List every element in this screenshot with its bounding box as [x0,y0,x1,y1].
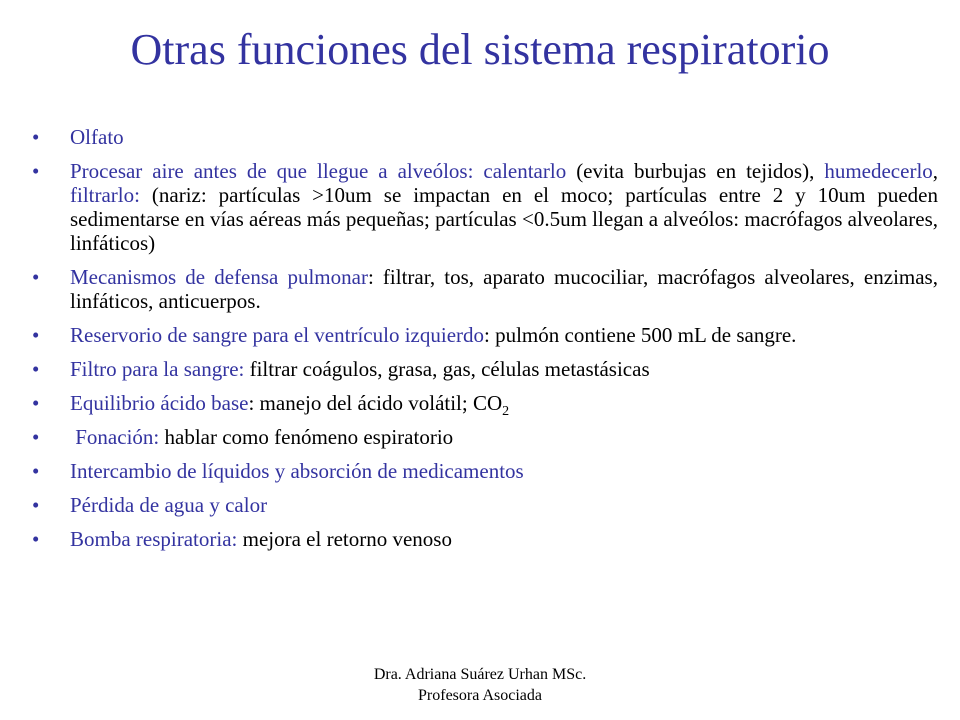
slide-footer [0,664,960,706]
bullet-dot-icon: • [32,459,40,483]
bullet-part [473,159,483,183]
bullet-rest: : manejo del ácido volátil; CO [248,391,503,415]
bullet-head: Filtro para la sangre: [70,357,245,381]
bullet-head: Reservorio de sangre para el ventrículo izquierdo [70,323,485,347]
bullet-rest: : pulmón contiene 500 mL de sangre. [484,323,797,347]
bullet-dot-icon: • [32,125,40,149]
bullet-olfato [32,125,938,149]
bullet-perdida-agua [32,493,938,517]
bullet-dot-icon: • [32,357,40,381]
slide-title: Otras funciones del sistema respiratorio [130,25,830,74]
bullet-reservorio-sangre [32,323,938,347]
bullet-mecanismos-defensa [32,265,938,313]
footer-position: Profesora Asociada [418,687,542,704]
bullet-dot-icon: • [32,323,40,347]
bullet-part: humedecerlo [824,159,933,183]
bullet-dot-icon: • [32,391,40,415]
bullet-head: Fonación: [70,425,160,449]
bullet-head: Pérdida de agua y calor [70,493,268,517]
bullet-part: (nariz: partículas >10um se impactan en el moco; partículas entre 2 y 10um pueden sedimentarse en vías aéreas más pequeñas; partículas <0.5um llegan a alveólos: macrófagos alveolares, linfáticos) [70,183,938,255]
bullet-equilibrio-acido-base [32,391,938,420]
bullet-rest: mejora el retorno venoso [237,527,452,551]
bullet-filtro-sangre [32,357,938,381]
bullet-list [32,125,939,561]
subscript-2: 2 [502,404,510,420]
bullet-head: Bomba respiratoria: [70,527,238,551]
bullet-part: (evita burbujas en tejidos), [566,159,825,183]
bullet-part: Procesar aire antes de que llegue a alveólos: [70,159,474,183]
bullet-head: Intercambio de líquidos y absorción de medicamentos [70,459,524,483]
bullet-rest: hablar como fenómeno espiratorio [159,425,454,449]
bullet-procesar-aire [32,159,939,255]
bullet-head: Mecanismos de defensa pulmonar [70,265,368,289]
bullet-dot-icon: • [32,425,40,449]
bullet-head: Olfato [70,125,124,149]
bullet-bomba-respiratoria [32,527,938,551]
bullet-intercambio-liquidos [32,459,938,483]
bullet-dot-icon: • [32,265,40,289]
bullet-dot-icon: • [32,159,40,183]
bullet-fonacion [32,425,938,449]
footer-author: Dra. Adriana Suárez Urhan MSc. [373,666,587,683]
bullet-head: Equilibrio ácido base [70,391,249,415]
bullet-part: filtrarlo: [70,183,140,207]
bullet-dot-icon: • [32,527,40,551]
bullet-dot-icon: • [32,493,40,517]
bullet-rest: filtrar coágulos, grasa, gas, células metastásicas [244,357,650,381]
bullet-rest: : filtrar, tos, aparato mucociliar, macrófagos alveolares, enzimas, linfáticos, anticuerpos. [70,265,938,313]
bullet-part: calentarlo [483,159,567,183]
bullet-part: , [932,159,939,183]
